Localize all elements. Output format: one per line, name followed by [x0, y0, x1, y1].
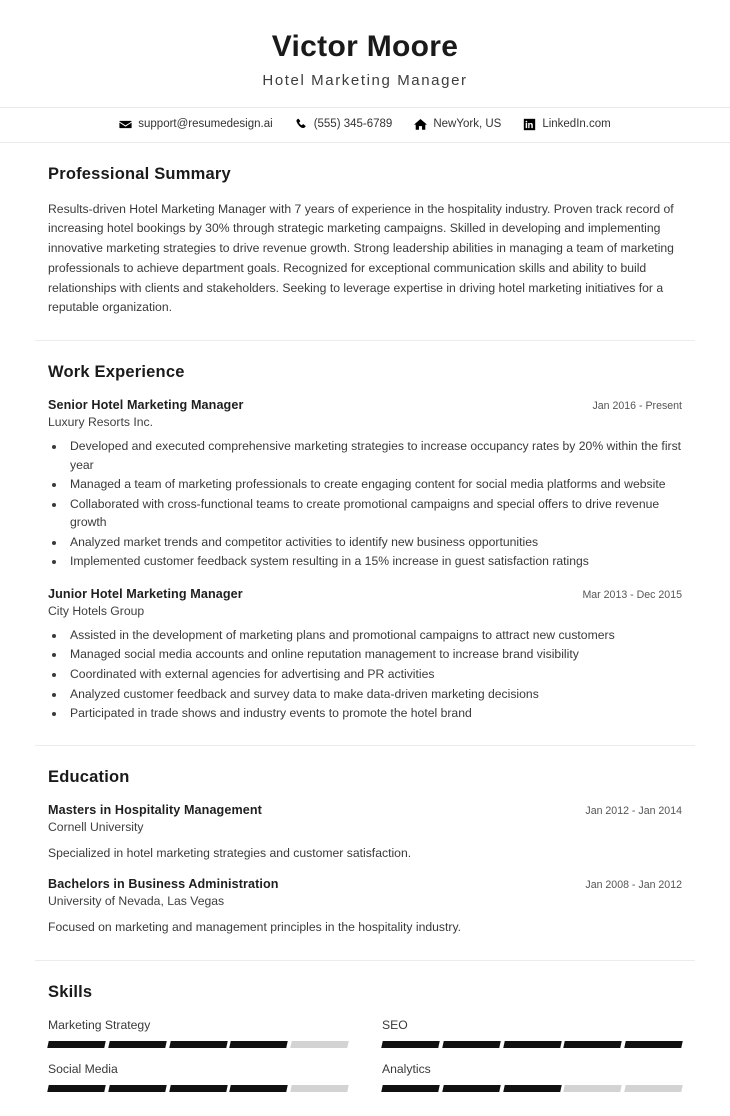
skill-level-bar: [382, 1041, 682, 1048]
skill-label: SEO: [382, 1017, 408, 1032]
skill-segment-filled: [47, 1085, 105, 1092]
skill-level-bar: [382, 1085, 682, 1092]
skill-segment-filled: [169, 1085, 227, 1092]
skill-segment-filled: [230, 1085, 288, 1092]
section-professional-summary: [0, 165, 730, 319]
candidate-job-title: Hotel Marketing Manager: [262, 71, 468, 89]
skill-segment-filled: [503, 1085, 561, 1092]
list-item: • Coordinated with external agencies for advertising and PR activities: [66, 665, 682, 684]
phone-icon: [295, 118, 308, 131]
skill-segment-filled: [564, 1041, 622, 1048]
experience-date: Mar 2013 - Dec 2015: [582, 588, 682, 601]
section-divider: [35, 960, 695, 961]
skill-segment-empty: [624, 1085, 682, 1092]
section-work-experience: [0, 363, 730, 723]
skill-label: Social Media: [48, 1061, 118, 1076]
skill-label: Marketing Strategy: [48, 1017, 151, 1032]
experience-bullets: [66, 626, 682, 723]
list-item: • Participated in trade shows and industry events to promote the hotel brand: [66, 704, 682, 723]
skill-segment-empty: [564, 1085, 622, 1092]
list-item: • Implemented customer feedback system resulting in a 15% increase in guest satisfaction ratings: [66, 552, 682, 571]
contact-location[interactable]: [414, 118, 501, 131]
education-description: Focused on marketing and management principles in the hospitality industry.: [48, 920, 462, 935]
list-item: • Analyzed customer feedback and survey data to make data-driven marketing decisions: [66, 685, 682, 704]
education-item-header: [48, 877, 682, 891]
experience-role: Junior Hotel Marketing Manager: [48, 586, 243, 601]
summary-text: Results-driven Hotel Marketing Manager with 7 years of experience in the hospitality industry. Proven track record of increasing hotel bookings by 30% through strategic marketing campaigns. Skilled in developing and implementing innovative marketing strategies to drive revenue growth. Strong leadership abilities in managing a team of marketing professionals to achieve department goals. Recognized for exceptional communication skills and ability to build relationships with clients and stakeholders. Seeking to leverage expertise in driving hotel marketing initiatives for a reputable organization.: [48, 201, 674, 315]
education-item: [48, 877, 682, 938]
education-date: Jan 2012 - Jan 2014: [585, 804, 682, 817]
skill-level-bar: [48, 1085, 348, 1092]
skill-segment-filled: [381, 1041, 439, 1048]
skill-segment-filled: [169, 1041, 227, 1048]
experience-item: [48, 587, 682, 723]
skill-segment-filled: [624, 1041, 682, 1048]
skill-segment-filled: [442, 1041, 500, 1048]
education-item-header: [48, 803, 682, 817]
experience-company: City Hotels Group: [48, 603, 145, 618]
section-title-skills: Skills: [48, 982, 93, 1001]
home-icon: [414, 118, 427, 131]
skill-segment-empty: [290, 1085, 348, 1092]
experience-bullets: [66, 437, 682, 571]
list-item: • Assisted in the development of marketing plans and promotional campaigns to attract new customers: [66, 626, 682, 645]
education-school: Cornell University: [48, 819, 144, 834]
skill-segment-filled: [108, 1041, 166, 1048]
education-date: Jan 2008 - Jan 2012: [585, 879, 682, 892]
skill-label: Analytics: [382, 1061, 431, 1076]
skill-item: [48, 1018, 348, 1048]
skill-level-bar: [48, 1041, 348, 1048]
experience-role: Senior Hotel Marketing Manager: [48, 398, 244, 413]
section-title-experience: Work Experience: [48, 363, 185, 382]
skill-segment-filled: [381, 1085, 439, 1092]
contact-linkedin-label: LinkedIn.com: [542, 118, 611, 130]
skill-item: [382, 1018, 682, 1048]
skill-segment-empty: [290, 1041, 348, 1048]
linkedin-icon: [523, 118, 536, 131]
contact-location-label: NewYork, US: [433, 118, 502, 130]
skill-segment-filled: [442, 1085, 500, 1092]
skill-segment-filled: [503, 1041, 561, 1048]
list-item: • Analyzed market trends and competitor activities to identify new business opportunities: [66, 533, 682, 552]
experience-item-header: [48, 398, 682, 412]
section-education: [0, 768, 730, 938]
education-item: [48, 803, 682, 864]
envelope-icon: [119, 118, 132, 131]
candidate-name: Victor Moore: [271, 30, 459, 63]
contact-phone-label: (555) 345-6789: [313, 118, 393, 130]
contact-bar: [0, 107, 730, 143]
contact-linkedin[interactable]: [523, 118, 610, 131]
education-description: Specialized in hotel marketing strategies and customer satisfaction.: [48, 845, 412, 860]
list-item: • Managed a team of marketing professionals to create engaging content for social media platforms and website: [66, 475, 682, 494]
skill-item: [48, 1062, 348, 1092]
section-skills: [0, 983, 730, 1116]
experience-item: [48, 398, 682, 571]
contact-email[interactable]: [119, 118, 272, 131]
education-degree: Bachelors in Business Administration: [48, 877, 279, 892]
contact-phone[interactable]: [295, 118, 393, 131]
section-title-education: Education: [48, 767, 130, 786]
education-degree: Masters in Hospitality Management: [48, 802, 262, 817]
skill-item: [382, 1062, 682, 1092]
experience-date: Jan 2016 - Present: [592, 400, 682, 413]
skill-segment-filled: [108, 1085, 166, 1092]
skills-grid: [48, 1018, 682, 1116]
education-school: University of Nevada, Las Vegas: [48, 894, 225, 909]
section-divider: [35, 340, 695, 341]
resume-header: [0, 0, 730, 107]
section-title-summary: Professional Summary: [48, 164, 231, 183]
experience-company: Luxury Resorts Inc.: [48, 415, 153, 430]
contact-email-label: support@resumedesign.ai: [138, 118, 273, 130]
list-item: • Managed social media accounts and online reputation management to increase brand visibility: [66, 645, 682, 664]
section-divider: [35, 745, 695, 746]
skill-segment-filled: [230, 1041, 288, 1048]
list-item: • Collaborated with cross-functional teams to create promotional campaigns and special offers to drive revenue growth: [66, 495, 682, 532]
skill-segment-filled: [47, 1041, 105, 1048]
experience-item-header: [48, 587, 682, 601]
list-item: • Developed and executed comprehensive marketing strategies to increase occupancy rates by 20% within the first year: [66, 437, 682, 474]
